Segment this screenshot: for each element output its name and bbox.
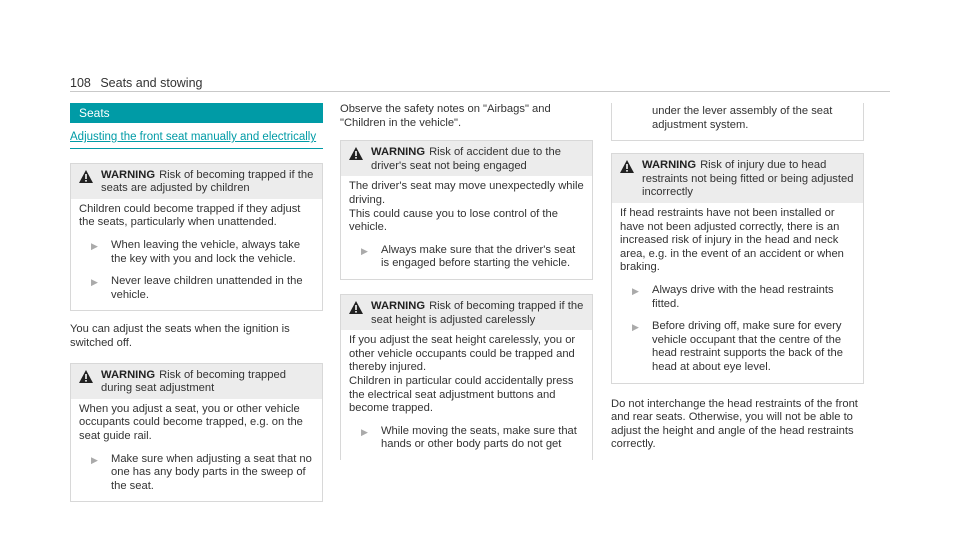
warning-text: If head restraints have not been installed or have not been adjusted correctly, there is an increased risk of injury in the head and neck area, e.g. in the event of an accident or when braking.: [620, 206, 844, 274]
column-2: [340, 103, 593, 460]
section-title: Seats: [70, 103, 323, 123]
bullet-text: Always drive with the head restraints fitted.: [652, 283, 834, 310]
arrow-bullet-icon: ▶: [632, 322, 639, 333]
bullet-item: [620, 284, 855, 311]
warning-title: Risk of injury due to head restraints not being fitted or being adjusted incorrectly: [642, 159, 854, 199]
warning-box: [611, 153, 864, 383]
bullet-text: When leaving the vehicle, always take the key with you and lock the vehicle.: [111, 238, 301, 265]
body-paragraph: You can adjust the seats when the ignition is switched off.: [70, 323, 290, 349]
bullet-item: [349, 425, 584, 452]
warning-box: [340, 140, 593, 280]
column-3: [611, 103, 864, 452]
warning-header: [71, 164, 322, 199]
bullet-text: Never leave children unattended in the vehicle.: [111, 275, 303, 301]
body-paragraph: Observe the safety notes on "Airbags" and "Children in the vehicle".: [340, 103, 551, 129]
column-1: [70, 103, 323, 502]
warning-box: [340, 294, 593, 460]
warning-header: [71, 364, 322, 399]
warning-header: [612, 154, 863, 203]
body-paragraph: Do not interchange the head restraints of the front and rear seats. Otherwise, you will not be able to adjust the height and angle of the head restraints correctly.: [611, 397, 858, 451]
warning-body: [71, 399, 322, 502]
warning-triangle-icon: [349, 301, 363, 314]
bullet-text: under the lever assembly of the seat adjustment system.: [652, 105, 833, 131]
arrow-bullet-icon: ▶: [91, 240, 98, 251]
arrow-bullet-icon: ▶: [632, 285, 639, 296]
warning-title: Risk of accident due to the driver's seat not being engaged: [371, 146, 561, 172]
warning-body: [341, 176, 592, 279]
warning-body: [612, 203, 863, 383]
arrow-bullet-icon: ▶: [91, 454, 98, 465]
warning-triangle-icon: [79, 170, 93, 183]
bullet-text: While moving the seats, make sure that hands or other body parts do not get: [381, 424, 577, 451]
warning-label: WARNING: [101, 368, 156, 381]
warning-label: WARNING: [642, 159, 697, 172]
warning-label: WARNING: [371, 299, 426, 312]
warning-text: This could cause you to lose control of the vehicle.: [349, 207, 558, 234]
arrow-bullet-icon: ▶: [361, 426, 368, 437]
arrow-bullet-icon: ▶: [361, 245, 368, 256]
bullet-text: Before driving off, make sure for every vehicle occupant that the centre of the head restraint supports the back of the head at about eye level.: [652, 320, 843, 373]
warning-title: Risk of becoming trapped if the seat height is adjusted carelessly: [371, 299, 584, 326]
bullet-item: [349, 244, 584, 271]
warning-text: If you adjust the seat height carelessly, you or other vehicle occupants could be trapped and thereby injured.: [349, 334, 576, 374]
warning-continued-box: [611, 103, 864, 141]
page-header: [70, 76, 203, 90]
warning-title: Risk of becoming trapped if the seats are adjusted by children: [101, 168, 314, 195]
warning-text: The driver's seat may move unexpectedly while driving.: [349, 180, 584, 206]
warning-box: [70, 163, 323, 312]
bullet-text: Always make sure that the driver's seat is engaged before starting the vehicle.: [381, 243, 576, 270]
warning-text: Children in particular could accidentally press the electrical seat adjustment buttons and become trapped.: [349, 374, 574, 415]
warning-triangle-icon: [349, 147, 363, 160]
warning-label: WARNING: [371, 146, 426, 159]
arrow-bullet-icon: ▶: [91, 277, 98, 288]
warning-box: [70, 363, 323, 503]
page-number: 108: [70, 76, 91, 90]
bullet-item: [620, 320, 855, 374]
warning-label: WARNING: [101, 168, 156, 181]
warning-header: [341, 141, 592, 176]
warning-triangle-icon: [620, 160, 634, 173]
warning-text: Children could become trapped if they adjust the seats, particularly when unattended.: [79, 202, 301, 229]
header-rule: [70, 91, 890, 92]
bullet-item: [79, 453, 314, 494]
warning-triangle-icon: [79, 370, 93, 383]
warning-body: [71, 199, 322, 311]
subsection-link[interactable]: Adjusting the front seat manually and electrically: [70, 123, 323, 149]
warning-header: [341, 295, 592, 330]
bullet-item: [79, 275, 314, 302]
warning-text: When you adjust a seat, you or other vehicle occupants could become trapped, e.g. on the seat guide rail.: [79, 402, 303, 442]
bullet-item: [79, 239, 314, 266]
bullet-item: [620, 105, 855, 132]
warning-body: [341, 330, 592, 460]
bullet-text: Make sure when adjusting a seat that no one has any body parts in the sweep of the seat.: [111, 452, 312, 492]
page-header-title: Seats and stowing: [100, 76, 203, 90]
warning-title: Risk of becoming trapped during seat adjustment: [101, 368, 286, 395]
